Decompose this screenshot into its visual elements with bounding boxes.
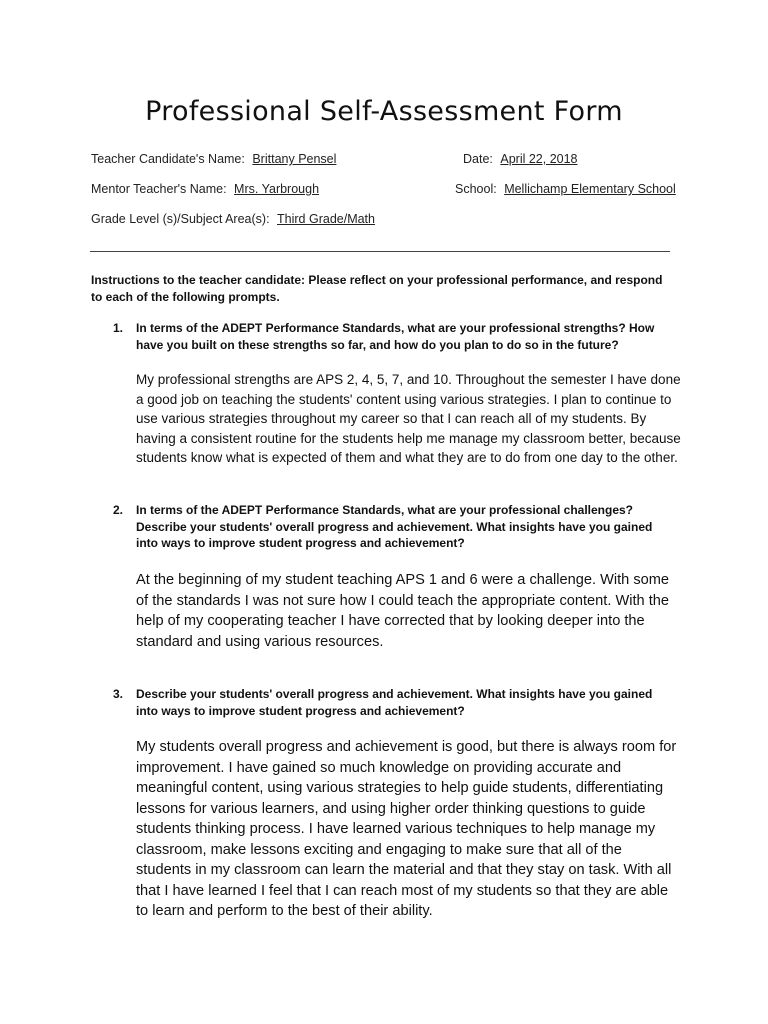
date-field bbox=[463, 152, 578, 166]
school-label: School: bbox=[455, 182, 497, 196]
grade-level-value: Third Grade/Math bbox=[277, 212, 375, 226]
instructions: Instructions to the teacher candidate: Please reflect on your professional performance, and respond to each of the following prompts. bbox=[91, 273, 663, 304]
candidate-name-label: Teacher Candidate's Name: bbox=[91, 152, 245, 166]
date-value: April 22, 2018 bbox=[500, 152, 578, 166]
answer-1: My professional strengths are APS 2, 4, 5, 7, and 10. Throughout the semester I have done a good job on teaching the students' content using various strategies. I plan to continue to use various strategies throughout my career so that I can reach all of my students. By having a consistent routine for the students help me manage my classroom better, because students know what is expected of them and what they are to do from one day to the other. bbox=[136, 372, 681, 465]
question-prompt: Describe your students' overall progress and achievement. What insights have you gained into ways to improve student progress and achievement? bbox=[136, 687, 653, 718]
mentor-name-value: Mrs. Yarbrough bbox=[234, 182, 320, 196]
question-prompt: In terms of the ADEPT Performance Standards, what are your professional strengths? How have you built on these strengths so far, and how do you plan to do so in the future? bbox=[136, 321, 655, 352]
candidate-name-value: Brittany Pensel bbox=[252, 152, 337, 166]
school-field bbox=[455, 182, 676, 196]
question-number: 1. bbox=[113, 321, 124, 335]
answer-3: My students overall progress and achievement is good, but there is always room for improvement. I have gained so much knowledge on providing accurate and meaningful content, using various strategies to help guide students, differentiating lessons for various learners, and using higher order thinking questions to guide students thinking process. I have learned various techniques to help manage my classroom, make lessons exciting and engaging to make sure that all of the students in my classroom can learn the material and that they stay on task. With all that I have learned I feel that I can reach most of my students so that they are able to learn and perform to the best of their ability. bbox=[136, 739, 677, 919]
school-value: Mellichamp Elementary School bbox=[504, 182, 676, 196]
mentor-name-label: Mentor Teacher's Name: bbox=[91, 182, 227, 196]
page-title: Professional Self-Assessment Form bbox=[145, 96, 623, 127]
divider-line bbox=[90, 251, 670, 252]
mentor-name-field bbox=[91, 182, 319, 196]
candidate-name-field bbox=[91, 152, 336, 166]
grade-level-label: Grade Level (s)/Subject Area(s): bbox=[91, 212, 270, 226]
date-label: Date: bbox=[463, 152, 493, 166]
question-number: 3. bbox=[113, 687, 124, 701]
question-prompt: In terms of the ADEPT Performance Standards, what are your professional challenges? Describe your students' overall progress and achievement. What insights have you gained into ways to improve student progress and achievement? bbox=[136, 503, 653, 550]
grade-level-field bbox=[91, 212, 375, 226]
question-number: 2. bbox=[113, 503, 124, 517]
answer-2: At the beginning of my student teaching APS 1 and 6 were a challenge. With some of the standards I was not sure how I could teach the appropriate content. With the help of my cooperating teacher I have corrected that by looking deeper into the standard and using various resources. bbox=[136, 572, 669, 650]
